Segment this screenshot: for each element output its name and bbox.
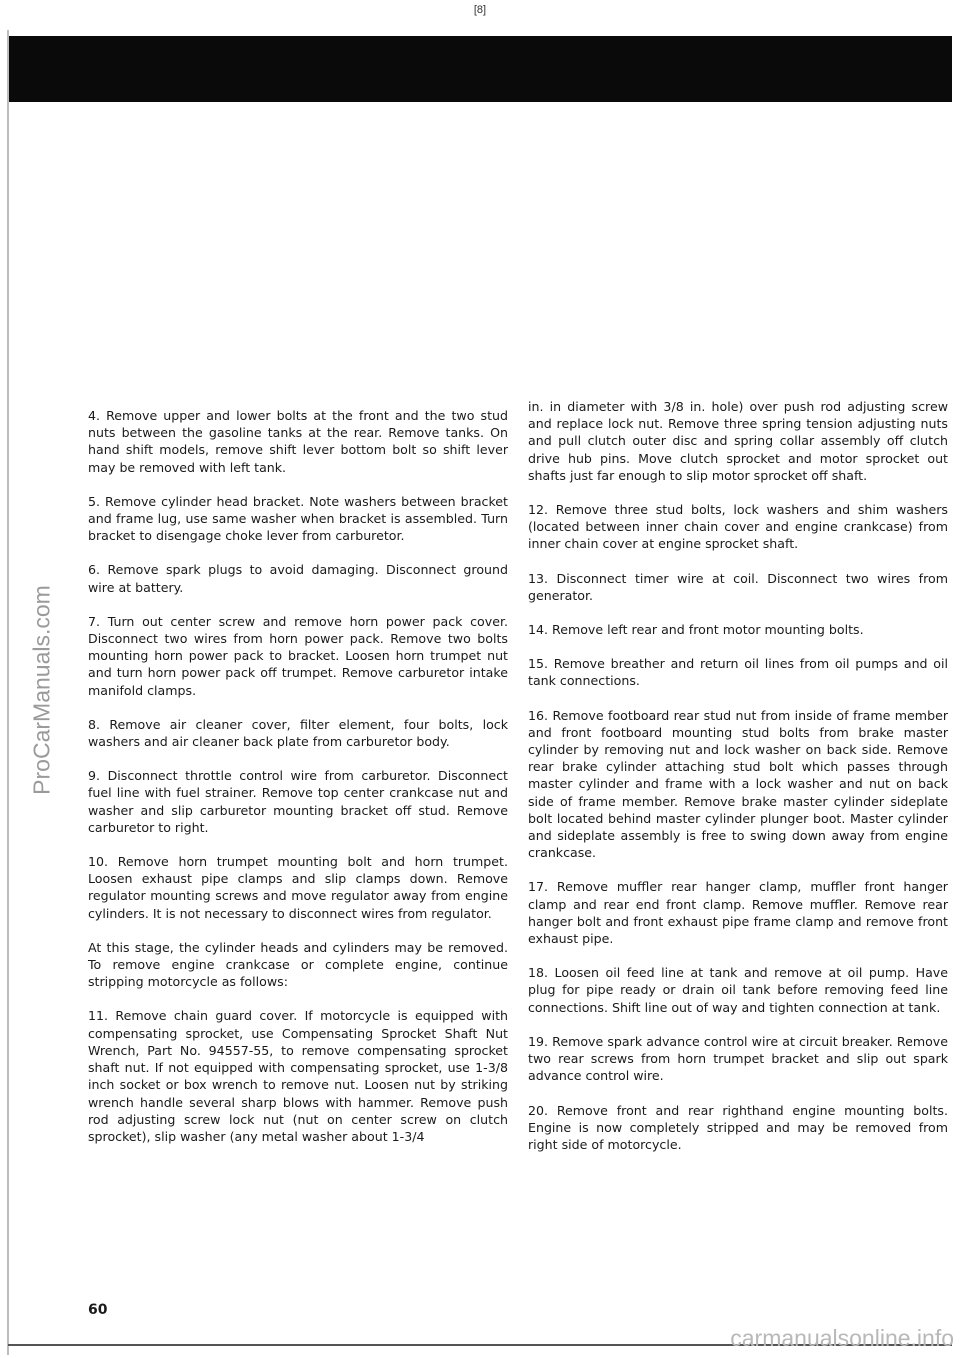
step-13-paragraph: 13. Disconnect timer wire at coil. Disconnect two wires from generator. <box>528 570 948 603</box>
step-17-paragraph: 17. Remove muffler rear hanger clamp, muffler front hanger clamp and rear end front clamp. Remove muffler. Remove rear hanger bolt and front exhaust pipe frame clamp and remove front exhaust pipe. <box>528 879 948 947</box>
step-14-paragraph: 14. Remove left rear and front motor mounting bolts. <box>528 622 864 638</box>
page-number: 60 <box>88 1302 108 1318</box>
header-bar <box>8 36 952 102</box>
step-9-paragraph: 9. Disconnect throttle control wire from carburetor. Disconnect fuel line with fuel strainer. Remove top center crankcase nut and washer and slip carburetor mounting bracket off stud. Remove carburetor to right. <box>88 768 508 835</box>
step-4-paragraph: 4. Remove upper and lower bolts at the front and the two stud nuts between the gasoline tanks at the rear. Remove tanks. On hand shift models, remove shift lever bottom bolt so shift lever may be removed with left tank. <box>88 408 508 475</box>
step-10-paragraph: 10. Remove horn trumpet mounting bolt and horn trumpet. Loosen exhaust pipe clamps and slip clamps down. Remove regulator mounting screws and move regulator away from engine cylinders. It is not necessary to disconnect wires from regulator. <box>88 854 508 921</box>
step-7-paragraph: 7. Turn out center screw and remove horn power pack cover. Disconnect two wires from horn power pack. Remove two bolts mounting horn power pack to bracket. Loosen horn trumpet nut and turn horn power pack off trumpet. Remove carburetor intake manifold clamps. <box>88 613 508 698</box>
step-15-paragraph: 15. Remove breather and return oil lines from oil pumps and oil tank connections. <box>528 656 948 689</box>
step-6-paragraph: 6. Remove spark plugs to avoid damaging. Disconnect ground wire at battery. <box>88 562 508 595</box>
stage-note-paragraph: At this stage, the cylinder heads and cylinders may be removed. To remove engine crankcase or complete engine, continue stripping motorcycle as follows: <box>88 939 508 990</box>
left-border-rule <box>7 30 9 1355</box>
bottom-watermark: carmanualsonline.info <box>730 1325 954 1351</box>
right-column <box>528 398 948 1170</box>
step-20-paragraph: 20. Remove front and rear righthand engine mounting bolts. Engine is now completely stripped and may be removed from right side of motorcycle. <box>528 1102 948 1152</box>
step-12-paragraph: 12. Remove three stud bolts, lock washers and shim washers (located between inner chain cover and engine crankcase) from inner chain cover at engine sprocket shaft. <box>528 502 948 552</box>
left-column <box>88 407 508 1162</box>
step-11-paragraph: 11. Remove chain guard cover. If motorcycle is equipped with compensating sprocket, use Compensating Sprocket Shaft Nut Wrench, Part No. 94557-55, to remove compensating sprocket shaft nut. If not equipped with compensating sprocket, use 1-3/8 inch socket or box wrench to remove nut. Loosen nut by striking wrench handle several sharp blows with hammer. Remove push rod adjusting screw lock nut (nut on center screw on clutch sprocket), slip washer (any metal washer about 1-3/4 <box>88 1008 508 1144</box>
step-11-continued-paragraph: in. in diameter with 3/8 in. hole) over push rod adjusting screw and replace lock nut. Remove three spring tension adjusting nuts and pull clutch outer disc and spring collar assembly off clutch drive hub pins. Move clutch sprocket and motor sprocket out shafts just far enough to slip motor sprocket off shaft. <box>528 399 948 483</box>
step-18-paragraph: 18. Loosen oil feed line at tank and remove at oil pump. Have plug for pipe ready or drain oil tank before removing feed line connections. Shift line out of way and tighten connection at tank. <box>528 965 948 1015</box>
step-5-paragraph: 5. Remove cylinder head bracket. Note washers between bracket and frame lug, use same washer when bracket is assembled. Turn bracket to disengage choke lever from carburetor. <box>88 493 508 544</box>
step-19-paragraph: 19. Remove spark advance control wire at circuit breaker. Remove two rear screws from horn trumpet bracket and slip out spark advance control wire. <box>528 1033 948 1084</box>
side-watermark: ProCarManuals.com <box>28 585 55 795</box>
step-8-paragraph: 8. Remove air cleaner cover, filter element, four bolts, lock washers and air cleaner back plate from carburetor body. <box>88 716 508 750</box>
step-16-paragraph: 16. Remove footboard rear stud nut from inside of frame member and front footboard mounting stud bolts from brake master cylinder by removing nut and lock washer on back side. Remove rear brake cylinder attaching stud bolt which passes through master cylinder and frame with a lock washer and nut on back side of frame member. Remove brake master cylinder sideplate bolt located behind master cylinder plunger boot. Master cylinder and sideplate assembly is free to swing down away from engine crankcase. <box>528 707 948 861</box>
page-marker: [8] <box>473 4 487 16</box>
